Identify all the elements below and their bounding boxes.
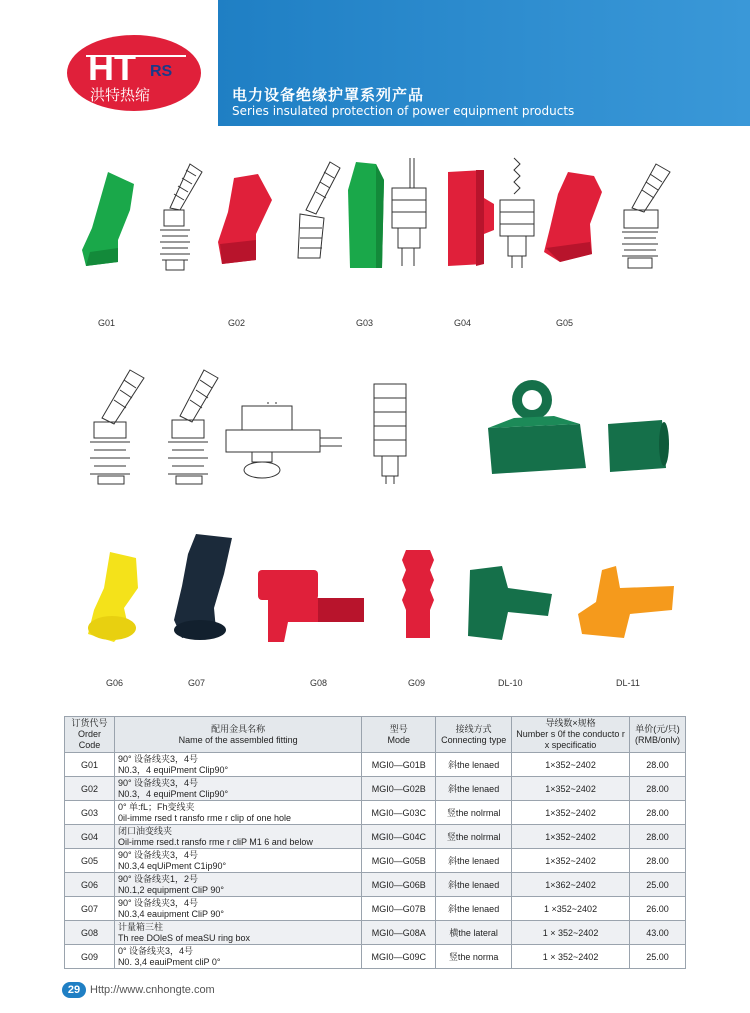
label-g06: G06 (106, 678, 124, 688)
drawing-g09 (368, 376, 412, 486)
product-g02-drawing (290, 158, 346, 268)
logo-cn: 洪特热缩 (90, 86, 151, 104)
label-g09: G09 (408, 678, 426, 688)
label-g02: G02 (228, 318, 246, 328)
header-unit-price: 单价(元/只) (RMB/onlv) (629, 717, 685, 753)
product-g05-image (540, 168, 604, 270)
product-g04-image (440, 168, 498, 268)
drawing-g06 (80, 366, 150, 486)
footer-url[interactable]: Http://www.cnhongte.com (90, 984, 215, 996)
spec-table (64, 716, 686, 969)
product-g02-image (212, 172, 276, 268)
table-row: G08 计量箱三柱 Th ree DOleS of meaSU ring box MGI0—G08A 横the lateral 1 × 352~2402 43.00 (65, 921, 686, 945)
product-dl10-drawing-image (484, 378, 590, 478)
table-row: G01 90° 设备线夹3，4号 N0.3，4 equiPment Clip90° MGI0—G01B 斜the lenaed 1×352~2402 28.00 (65, 753, 686, 777)
header-fitting-name: 配用金具名称 Name of the assembled fitting (114, 717, 361, 753)
header-conductor-spec: 导线数×规格 Number s 0f the conducto r x specificatio (512, 717, 630, 753)
product-g01-image (78, 170, 142, 270)
table-row: G02 90° 设备线夹3，4号 N0.3，4 equiPment Clip90° MGI0—G02B 斜the lenaed 1×352~2402 28.00 (65, 777, 686, 801)
header-model: 型号 Mode (362, 717, 436, 753)
product-dl11-drawing-image (604, 414, 670, 476)
table-row: G07 90° 设备线夹3，4号 N0.3,4 eauipment CliP 90° MGI0—G07B 斜the lenaed 1 ×352~2402 26.00 (65, 897, 686, 921)
product-g07-image (168, 530, 238, 644)
product-g03-image (346, 160, 386, 270)
drawing-g08 (222, 400, 346, 482)
table-row: G03 0° 单:fL；Fh变线夹 0il-imme rsed t ransfo rme r clip of one hole MGI0—G03C 竖the nolrmal 1×352~2402 28.00 (65, 801, 686, 825)
header-order-code: 订货代号 Order Code (65, 717, 115, 753)
table-header-row (65, 717, 686, 753)
product-g06-image (84, 548, 150, 644)
product-g05-drawing (608, 160, 678, 272)
label-g03: G03 (356, 318, 374, 328)
header-connecting-type: 接线方式 Connecting type (436, 717, 512, 753)
page-number: 29 (62, 982, 86, 998)
label-g05: G05 (556, 318, 574, 328)
table-row: G05 90° 设备线夹3，4号 N0.3,4 eqUiPment C1ip90° MGI0—G05B 斜the lenaed 1×352~2402 28.00 (65, 849, 686, 873)
logo-rs: RS (150, 63, 173, 80)
logo-letters: HT (88, 47, 136, 88)
label-g07: G07 (188, 678, 206, 688)
product-g01-drawing (150, 160, 210, 275)
product-g04-drawing (492, 156, 542, 270)
table-row: G06 90° 设备线夹1，2号 N0.1,2 equipment CliP 90° MGI0—G06B 斜the lenaed 1×362~2402 25.00 (65, 873, 686, 897)
page-title-cn: 电力设备绝缘护罩系列产品 (232, 86, 425, 104)
company-logo (66, 34, 202, 112)
page-header (0, 0, 750, 126)
drawing-g07 (160, 366, 226, 486)
label-g01: G01 (98, 318, 116, 328)
page-title-en: Series insulated protection of power equipment products (232, 104, 575, 118)
product-dl11-image (574, 564, 678, 644)
product-g03-drawing (384, 156, 432, 270)
page-footer (62, 982, 215, 998)
label-dl11: DL-11 (616, 678, 640, 688)
table-row: G04 闭口油变线夹 Oil-imme rsed.t ransfo rme r cliP M1 6 and below MGI0—G04C 竖the nolrmal 1×352~2402 28.00 (65, 825, 686, 849)
product-dl10-image (464, 564, 556, 644)
product-g08-image (248, 560, 366, 644)
table-row: G09 0° 设备线夹3，4号 N0. 3,4 eauiPment cliP 0° MGI0—G09C 竖the norma 1 × 352~2402 25.00 (65, 945, 686, 969)
label-g08: G08 (310, 678, 328, 688)
label-dl10: DL-10 (498, 678, 523, 688)
product-g09-image (398, 546, 438, 644)
label-g04: G04 (454, 318, 472, 328)
